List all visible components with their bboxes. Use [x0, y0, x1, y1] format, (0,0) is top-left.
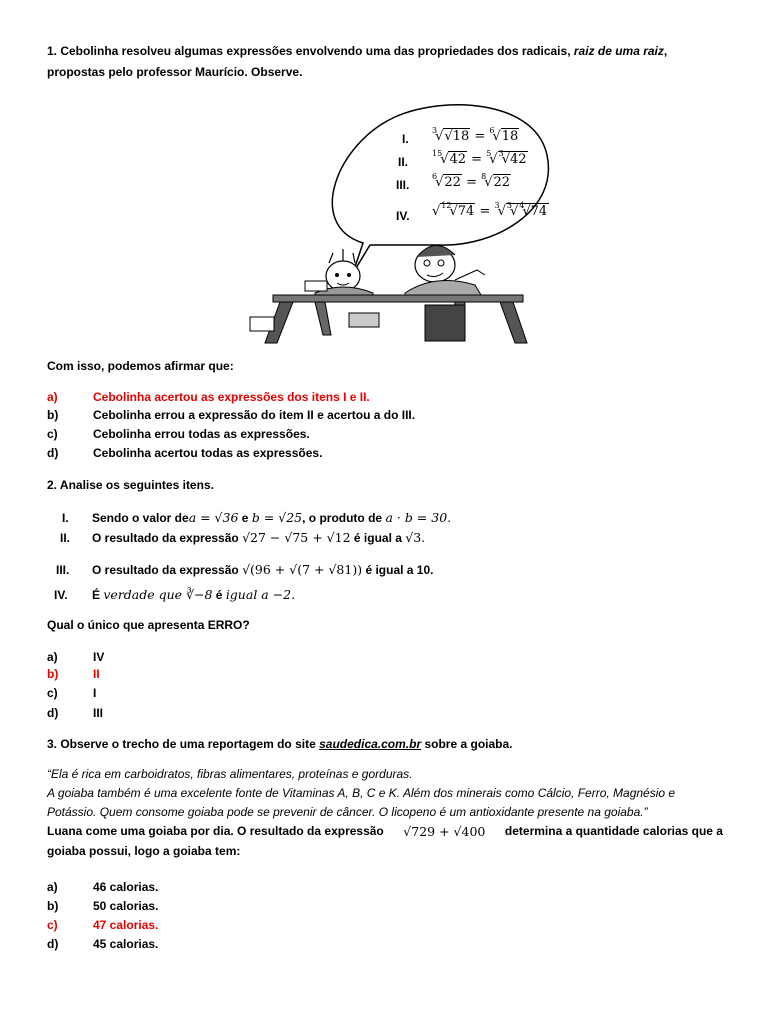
site-link[interactable]: saudedica.com.br	[319, 737, 422, 751]
q2-prompt: Qual o único que apresenta ERRO?	[47, 618, 250, 632]
q2-item-num-4: IV.	[54, 588, 68, 602]
bubble-expr-2: $^{15}$√42 = $^5$√$^3$√42	[432, 149, 527, 167]
q3-option-a: a) 46 calorias.	[47, 880, 159, 894]
bubble-expr-3: $^6$√22 = $^8$√22	[432, 172, 511, 190]
q2-item-1: Sendo o valor dea = √36 e b = √25, o produto de a · b = 30.	[92, 510, 452, 525]
q1-option-a: a) Cebolinha acertou as expressões dos itens I e II.	[47, 390, 370, 404]
q1-option-c: c) Cebolinha errou todas as expressões.	[47, 427, 310, 441]
q3-option-c: c) 47 calorias.	[47, 918, 159, 932]
q3-option-b: b) 50 calorias.	[47, 899, 159, 913]
q3-statement-line2: goiaba possui, logo a goiaba tem:	[47, 844, 241, 858]
q3-quote-line3: Potássio. Quem consome goiaba pode se prevenir de câncer. O licopeno é um antioxidante presente na goiaba.”	[47, 805, 648, 819]
q1-option-b: b) Cebolinha errou a expressão do item II e acertou a do III.	[47, 408, 416, 422]
q2-option-d: d) III	[47, 706, 104, 720]
bubble-item-num-4: IV.	[396, 209, 410, 223]
q2-item-num-3: III.	[56, 563, 70, 577]
q1-statement-line1: 1. Cebolinha resolveu algumas expressões envolvendo uma das propriedades dos radicais, raiz de uma raiz,	[47, 44, 668, 58]
q1-prompt: Com isso, podemos afirmar que:	[47, 359, 234, 373]
q2-item-3: O resultado da expressão √(96 + √(7 + √81)) é igual a 10.	[92, 562, 434, 577]
table	[273, 295, 523, 302]
bubble-item-num-2: II.	[398, 155, 409, 169]
q3-quote-line2: A goiaba também é uma excelente fonte de Vitaminas A, B, C e K. Além dos minerais como Cálcio, Ferro, Magnésio e	[47, 786, 676, 800]
q1-statement-line2: propostas pelo professor Maurício. Observe.	[47, 65, 303, 79]
bubble-expr-1: $^3$√√18 = $^6$√18	[432, 126, 519, 144]
q2-item-num-1: I.	[62, 511, 69, 525]
q2-item-num-2: II.	[60, 531, 71, 545]
bubble-item-num-3: III.	[396, 178, 410, 192]
q3-quote-line1: “Ela é rica em carboidratos, fibras alimentares, proteínas e gorduras.	[47, 767, 413, 781]
bubble-item-num-1: I.	[402, 132, 409, 146]
bubble-expr-4: √$^{12}$√74 = $^3$√$^3$√$^4$√74	[432, 201, 548, 219]
q2-option-c: c) I	[47, 686, 97, 700]
q3-title: 3. Observe o trecho de uma reportagem do site saudedica.com.br sobre a goiaba.	[47, 737, 513, 751]
q2-option-a: a) IV	[47, 650, 105, 664]
q2-title: 2. Analise os seguintes itens.	[47, 478, 214, 492]
teacher-character	[405, 245, 485, 341]
q2-item-2: O resultado da expressão √27 − √75 + √12 é igual a √3.	[92, 530, 426, 545]
q3-statement-line1: Luana come uma goiaba por dia. O resultado da expressão √729 + √400 determina a quantidade calorias que a	[47, 824, 723, 839]
q2-item-4: É verdade que ∛−8 é igual a −2.	[92, 587, 296, 602]
q3-option-d: d) 45 calorias.	[47, 937, 159, 951]
q1-option-d: d) Cebolinha acertou todas as expressões.	[47, 446, 323, 460]
q2-option-b: b) II	[47, 667, 100, 681]
